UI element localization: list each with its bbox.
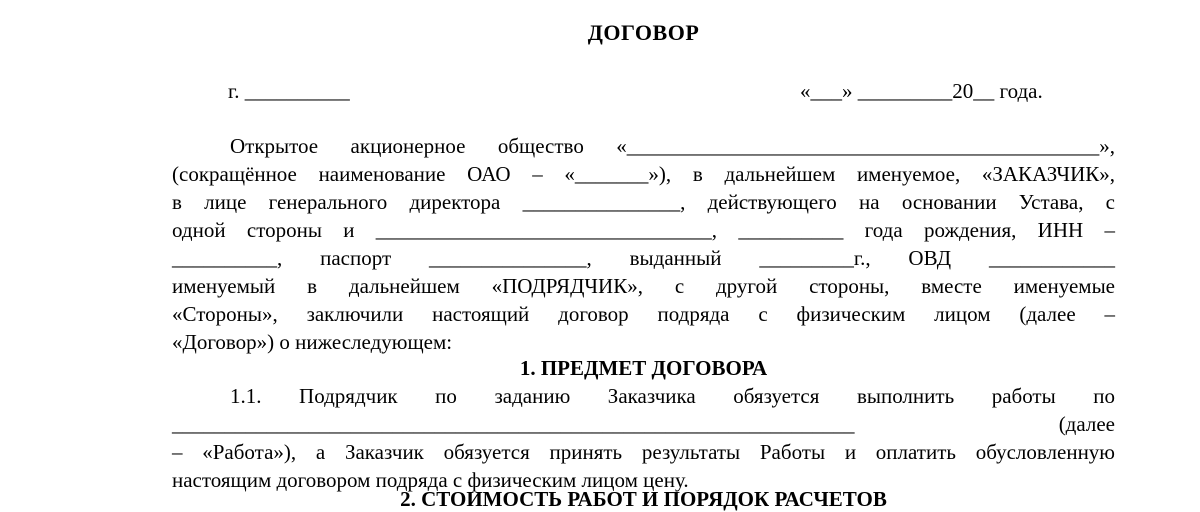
clause-line: 1.1. Подрядчик по заданию Заказчика обязуется выполнить работы по — [230, 384, 1115, 408]
clause-line: _________________________________________________________________ (далее — [172, 412, 1115, 436]
document-title: ДОГОВОР — [587, 20, 700, 45]
paragraph-line: «Стороны», заключили настоящий договор подряда с физическим лицом (далее – — [172, 302, 1115, 326]
paragraph-line: «Договор») о нижеследующем: — [172, 330, 453, 354]
paragraph-line: (сокращённое наименование ОАО – «_______»), в дальнейшем именуемое, «ЗАКАЗЧИК», — [172, 162, 1115, 186]
section-1-title: 1. ПРЕДМЕТ ДОГОВОРА — [519, 356, 768, 380]
clause-line: настоящим договором подряда с физическим лицом цену. — [172, 468, 689, 492]
paragraph-line: в лице генерального директора _______________, действующего на основании Устава, с — [172, 190, 1115, 214]
clause-line: – «Работа»), а Заказчик обязуется принять результаты Работы и оплатить обусловленную — [172, 440, 1115, 464]
paragraph-line: именуемый в дальнейшем «ПОДРЯДЧИК», с другой стороны, вместе именуемые — [172, 274, 1115, 298]
paragraph-line: __________, паспорт _______________, выданный _________г., ОВД ____________ — [172, 246, 1115, 270]
date-field: «___» _________20__ года. — [800, 79, 1043, 103]
paragraph-line: одной стороны и ________________________________, __________ года рождения, ИНН – — [172, 218, 1115, 242]
section-2-title: 2. СТОИМОСТЬ РАБОТ И ПОРЯДОК РАСЧЕТОВ — [400, 487, 887, 511]
paragraph-line: Открытое акционерное общество «_____________________________________________», — [230, 134, 1115, 158]
city-field: г. __________ — [228, 79, 350, 103]
